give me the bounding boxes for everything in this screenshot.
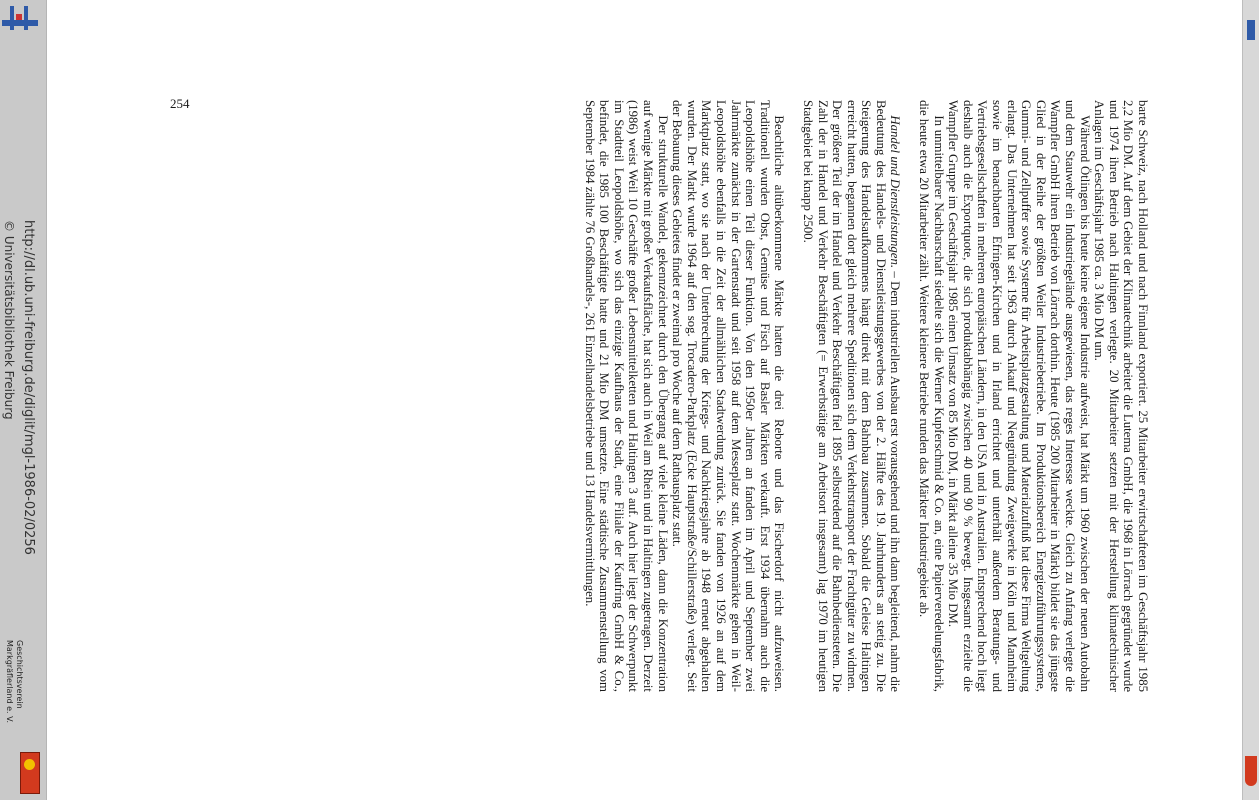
association-name: Geschichtsverein [15, 640, 24, 709]
right-edge-strip [1242, 0, 1259, 800]
paragraph: In unmittelbarer Nachbarschaft siedelte sich die Werner Kupferschmid & Co. an, eine Papierveredelungsfabrik, die heute etwa 20 Mitarbeiter zählt. Weitere kleinere Betriebe runden das Märkter Industriegebiet ab. [917, 100, 946, 692]
copyright-note: © Universitätsbibliothek Freiburg [2, 220, 16, 420]
scanned-page [166, 96, 1158, 696]
paragraph: Der strukturelle Wandel, gekennzeichnet durch den Übergang auf viele kleine Läden, dann die Konzentration auf wenige Märkte mit großer Verkaufsfläche, hat sich auch in Weil am Rhein und in Haltingen zugetragen. Derzeit (1986) weist Weil 10 Geschäfte großer Lebensmittelketten und Haltingen 3 auf. Auch hier liegt der Schwerpunkt im Stadtteil Leopoldshöhe, wo sich das einzige Kaufhaus der Stadt, eine Filiale der Kaufring GmbH & Co., befindet, die 1985 100 Beschäftigte hatte und 21 Mio DM umsetzte. Eine städtische Zusammenstellung vom September 1984 zählte 76 Großhandels-, 261 Einzelhandelsbetriebe und 13 Handelsvermittlungen. [582, 100, 670, 692]
coat-of-arms-icon [1245, 756, 1257, 786]
paragraph-text: – Dem industriellen Ausbau erst vorausgehend und ihn dann begleitend, nahm die Bedeutung des Handels- und Dienstleistungsgewerbes von der 2. Hälfte des 19. Jahrhunderts an stetig zu. Die Steigerung des Handelsaufkommens hängt direkt mit dem Bahnbau zusammen. Sobald die Geleise Haltingen erreicht hatten, begannen dort gleich mehrere Speditionen sich dem Verkehrstransport der Frachtgüter zu widmen. Der größere Teil der im Handel und Verkehr Beschäftigten fiel 1895 selbstredend auf die Bahnbediensteten. Die Zahl der in Handel und Verkehr Beschäftigten (= Erwerbstätige am Arbeitsort insgesamt) lag 1970 im heutigen Stadtgebiet bei knapp 2500. [800, 100, 903, 692]
paragraph: Beachtliche altüberkommene Märkte hatten die drei Reborte und das Fischerdorf nicht aufzuweisen. Traditionell wurden Obst, Gemüse und Fisch auf Basler Märkten verkauft. Erst 1934 übernahm auch die Leopoldshöhe einen Teil dieser Funktion. Von den 1950er Jahren an fanden im April und September zwei Jahrmärkte zunächst in der Gartenstadt und seit 1958 auf dem Messeplatz statt. Wochenmärkte gehen in Weil-Leopoldshöhe ebenfalls in die Zeit der allmählichen Stadtwerdung zurück. Sie fanden von 1926 an auf dem Marktplatz statt, wo sie nach der Unterbrechung der Kriegs- und Nachkriegsjahre ab 1948 erneut abgehalten wurden. Der Markt wurde 1964 auf den sog. Trocadero-Parkplatz (Ecke Hauptstraße/Schillerstraße) verlegt. Seit der Bebauung dieses Gebietes findet er zweimal pro Woche auf dem Rathausplatz statt. [670, 100, 787, 692]
association-region: Markgräflerland e. V. [5, 640, 14, 724]
left-info-strip [0, 0, 47, 800]
source-url[interactable]: http://dl.ub.uni-freiburg.de/diglit/mgl-1986-02/0256 [21, 220, 36, 555]
page-number: 254 [170, 96, 190, 111]
page-text [582, 96, 1158, 696]
paragraph: Während Ötlingen bis heute keine eigene Industrie aufweist, hat Märkt um 1960 zwischen der neuen Autobahn und dem Stauwehr ein Industriegelände ausgewiesen, das reges Interesse weckte. Gleich zu Anfang verlegte die Wampfler GmbH ihren Betrieb von Lörrach dorthin. Heute (1985 200 Mitarbeiter in Märkt) bildet sie das jüngste Glied in der Reihe der größten Weiler Industriebetriebe. Im Produktionsbereich Energiezuführungssysteme, Gummi- und Zellpuffer sowie Systeme für Arbeitsplatzgestaltung und Materialzufluß hat diese Firma Weltgeltung erlangt. Das Unternehmen hat seit 1963 durch Ankauf und Neugründung Zweigwerke in Köln und Mannheim sowie im benachbarten Efringen-Kirchen und in Irland errichtet und unterhält außerdem Beratungs- und Vertriebsgesellschaften in mehreren europäischen Ländern, in den USA und in Australien. Entsprechend hoch liegt deshalb auch die Exportquote, die sich produktabhängig zwischen 40 und 90 % bewegt. Insgesamt erzielte die Wampfler Gruppe im Geschäftsjahr 1985 einen Umsatz von 85 Mio DM, in Märkt alleine 35 Mio DM. [946, 100, 1092, 692]
section-paragraph [800, 100, 902, 692]
rotated-page-content [166, 96, 1158, 696]
section-heading: Handel und Dienstleistungen. [888, 115, 903, 269]
library-logo-icon [1247, 20, 1255, 40]
coat-of-arms-icon [20, 752, 40, 794]
paragraph: barte Schweiz, nach Holland und nach Finnland exportiert. 25 Mitarbeiter erwirtschafteten im Geschäftsjahr 1985 2,2 Mio DM. Auf dem Gebiet der Klimatechnik arbeitet die Lutema GmbH, die 1968 in Lörrach gegründet wurde und 1974 ihren Betrieb nach Haltingen verlegte. 20 Mitarbeiter setzten mit der Herstellung klimatechnischer Anlagen im Geschäftsjahr 1985 ca. 3 Mio DM um. [1092, 100, 1150, 692]
